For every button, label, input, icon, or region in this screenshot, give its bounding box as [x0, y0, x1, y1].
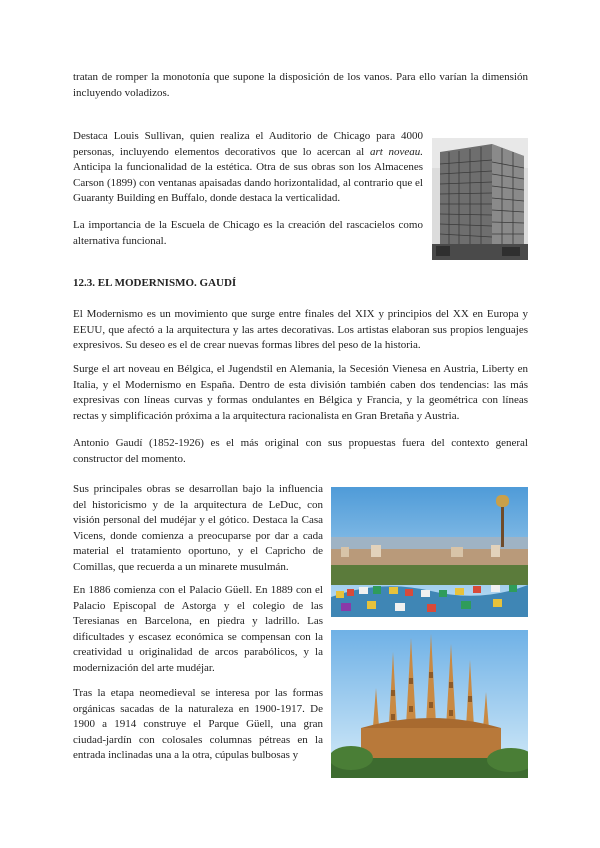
paragraph-sullivan: [73, 129, 423, 207]
chicago-building-photo: [432, 138, 528, 260]
paragraph-chicago-school: La importancia de la Escuela de Chicago es la creación del rascacielos como alternativa funcional.: [73, 219, 423, 247]
sagrada-familia-photo: [331, 630, 528, 778]
section-heading: 12.3. EL MODERNISMO. GAUDÍ: [73, 277, 237, 289]
parque-guell-photo: [331, 487, 528, 617]
paragraph-intro: tratan de romper la monotonía que supone la disposición de los vanos. Para ello varían la dimensión incluyendo voladizos.: [73, 71, 528, 99]
paragraph-parque-guell: Tras la etapa neomedieval se interesa por las formas orgánicas sacadas de la naturaleza en 1900-1917. De 1900 a 1914 construye el Parque Güell, una gran ciudad-jardín con colosales columnas pétreas en la entrada inclinadas una a la otra, cúpulas bulbosas y: [73, 687, 323, 761]
sullivan-emphasis: art noveau.: [369, 145, 423, 158]
sullivan-text-1: Destaca Louis Sullivan, quien realiza el Auditorio de Chicago para 4000 personas, incluyendo elementos decorativos que lo acercan al: [73, 130, 423, 158]
paragraph-gaudi-intro: Antonio Gaudí (1852-1926) es el más original con sus propuestas fuera del contexto general constructor del momento.: [73, 437, 528, 465]
paragraph-art-noveau: Surge el art noveau en Bélgica, el Jugendstil en Alemania, la Secesión Vienesa en Austria, Liberty en Italia, y el Modernismo en España. Dentro de esta división también caben dos tendencias: las más expresivas con líneas curvas y formas ondulantes en Bélgica y Francia, y la geométrica con líneas rectas y simplificación próxima a la arquitectura racionalista en Gran Bretaña y Austria.: [73, 363, 528, 422]
paragraph-obras: Sus principales obras se desarrollan bajo la influencia del historicismo y de la arquitectura de LeDuc, con visión personal del mudéjar y el gótico. Destaca la Casa Vicens, donde comienza a preocuparse por dar a cada material el tratamiento oportuno, y el Capricho de Comillas, que recuerda a un minarete musulmán.: [73, 483, 323, 573]
paragraph-palacio-guell: En 1886 comienza con el Palacio Güell. En 1889 con el Palacio Episcopal de Astorga y el colegio de las Teresianas en Barcelona, en piedra y ladrillo. Las dificultades y escasez económica se compensan con la creatividad u originalidad de arcos parabólicos, y la modernización del arte mudéjar.: [73, 584, 323, 674]
sullivan-text-2: Anticipa la funcionalidad de la estética. Otra de sus obras son los Almacenes Carson (1899) con ventanas apaisadas dando horizontalidad, al contrario que el Guaranty Building en Buffalo, donde destaca la verticalidad.: [73, 161, 423, 204]
paragraph-modernismo: El Modernismo es un movimiento que surge entre finales del XIX y principios del XX en Europa y EEUU, que afectó a la arquitectura y las artes decorativas. Los artistas elaboran sus propios lenguajes expresivos. Su deseo es el de crear nuevas formas libres del peso de la historia.: [73, 308, 528, 351]
